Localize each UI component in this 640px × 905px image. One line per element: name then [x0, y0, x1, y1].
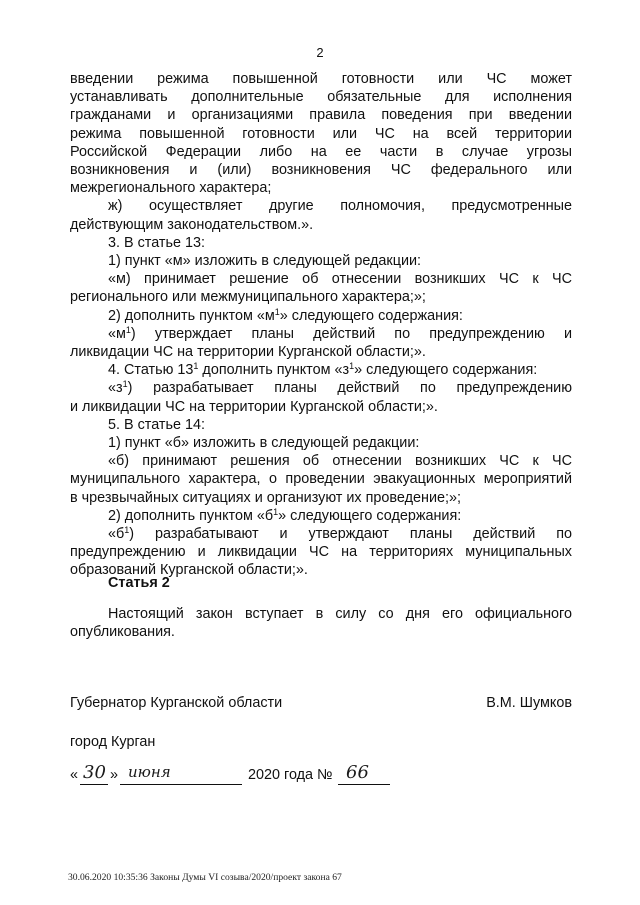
text-line: в чрезвычайных ситуациях и организуют их проведение;»; [70, 489, 461, 506]
text-line: режима повышенной готовности или ЧС на всей территории [70, 125, 572, 142]
superscript: 1 [125, 324, 131, 335]
closing-paragraph [70, 605, 572, 641]
text-line: 1) пункт «б» изложить в следующей редакции: [108, 435, 420, 452]
date-close-quote: » [110, 767, 119, 783]
text-line: опубликования. [70, 624, 175, 641]
text-line: регионального или межмуниципального характера;»; [70, 289, 426, 306]
superscript: 1 [274, 306, 280, 317]
text-line: «$б^1$) разрабатывают и утверждают планы действий по [108, 525, 572, 543]
text-line: 2) дополнить пунктом «$б^1$» следующего содержания: [108, 506, 462, 524]
month-underline [120, 784, 242, 785]
superscript: 1 [122, 379, 128, 390]
text-line: муниципального характера, о проведении эвакуационных мероприятий [70, 471, 572, 488]
date-open-quote: « [70, 767, 79, 783]
superscript: 1 [193, 361, 199, 372]
text-line: «б) принимают решения об отнесении возникших ЧС к ЧС [108, 453, 572, 470]
city: город Курган [70, 734, 156, 750]
text-line: устанавливать дополнительные обязательные для исполнения [70, 89, 572, 106]
text-line: возникновения и (или) возникновения ЧС федерального или [70, 162, 572, 179]
date-line [70, 762, 400, 789]
text-line: «$з^1$) разрабатывает планы действий по предупреждению [108, 379, 572, 397]
governor-title: Губернатор Курганской области [70, 695, 283, 711]
text-line: Настоящий закон вступает в силу со дня его официального [108, 606, 572, 622]
text-line: 1) пункт «м» изложить в следующей редакции: [108, 253, 422, 270]
governor-name: В.М. Шумков [486, 695, 572, 711]
superscript: 1 [124, 525, 130, 536]
law-body-text [70, 70, 572, 580]
date-year-text: 2020 года № [248, 767, 333, 783]
text-line: 5. В статье 14: [108, 416, 206, 433]
superscript: 1 [349, 361, 355, 372]
text-line: 3. В статье 13: [108, 234, 206, 251]
superscript: 1 [273, 506, 279, 517]
handwritten-day: 30 [83, 762, 106, 783]
handwritten-month: июня [128, 763, 171, 781]
text-line: ликвидации ЧС на территории Курганской области;». [70, 344, 426, 361]
article-title: Статья 2 [108, 575, 170, 591]
text-line: 2) дополнить пунктом «$м^1$» следующего содержания: [108, 306, 463, 324]
text-line: предупреждению и ликвидации ЧС на территориях муниципальных [70, 544, 572, 561]
text-line: «м) принимает решение об отнесении возникших ЧС к ЧС [108, 271, 572, 288]
day-underline [80, 784, 108, 785]
text-line: «$м^1$) утверждает планы действий по предупреждению и [108, 324, 572, 342]
text-line: действующим законодательством.». [70, 216, 314, 233]
text-line: и ликвидации ЧС на территории Курганской области;». [70, 398, 438, 415]
page-number: 2 [316, 45, 324, 60]
text-line: Российской Федерации либо на ее части в случае угрозы [70, 143, 572, 160]
number-underline [338, 784, 390, 785]
text-line: образований Курганской области;». [70, 562, 308, 579]
text-line: межрегионального характера; [70, 180, 272, 197]
text-line: 4. Статью $13^1$ дополнить пунктом «$з^1$» следующего содержания: [108, 361, 538, 379]
text-line: гражданами и организациями правила поведения при введении [70, 107, 572, 124]
footer-file-path: 30.06.2020 10:35:36 Законы Думы VI созыва/2020/проект закона 67 [68, 872, 342, 883]
handwritten-number: 66 [346, 762, 369, 783]
text-line: введении режима повышенной готовности или ЧС может [70, 71, 572, 87]
text-line: ж) осуществляет другие полномочия, предусмотренные [108, 198, 572, 215]
